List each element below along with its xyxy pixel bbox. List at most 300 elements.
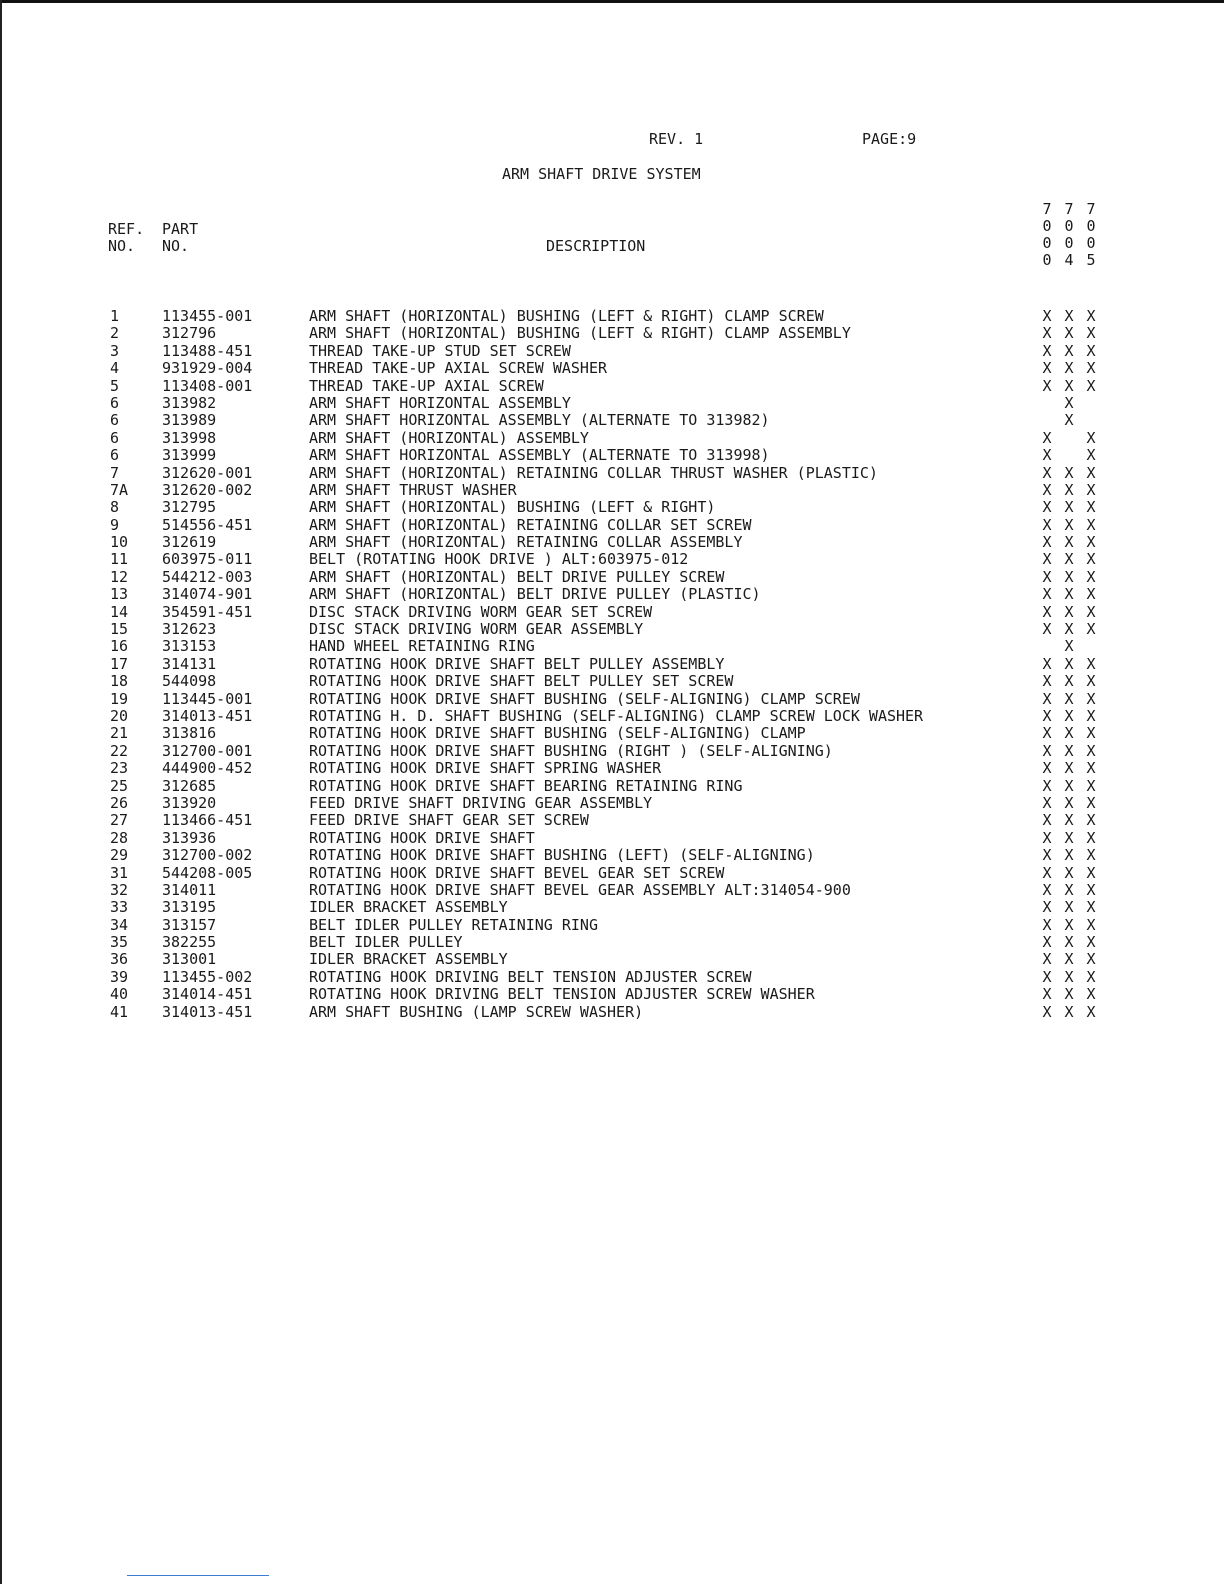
model-applicability-mark: X xyxy=(1086,811,1096,830)
model-applicability-mark: X xyxy=(1086,498,1096,517)
model-digit: 4 xyxy=(1064,251,1074,269)
part-description: DISC STACK DRIVING WORM GEAR ASSEMBLY xyxy=(309,620,644,639)
model-applicability-mark: X xyxy=(1042,376,1052,395)
ref-number: 11 xyxy=(110,550,129,569)
model-digit: 0 xyxy=(1042,217,1052,235)
model-applicability-mark: X xyxy=(1064,898,1074,917)
part-number: 113408-001 xyxy=(162,376,253,395)
ref-number: 10 xyxy=(110,533,129,552)
model-applicability-mark: X xyxy=(1042,550,1052,569)
model-applicability-mark: X xyxy=(1042,1002,1052,1021)
part-description: ARM SHAFT (HORIZONTAL) BUSHING (LEFT & RIGHT) CLAMP SCREW xyxy=(309,307,824,325)
model-applicability-mark: X xyxy=(1042,602,1052,621)
table-row xyxy=(0,778,1224,795)
column-header-ref-no xyxy=(108,221,144,255)
part-description: ROTATING HOOK DRIVE SHAFT BUSHING (LEFT) (SELF-ALIGNING) xyxy=(309,846,815,865)
part-number: 544208-005 xyxy=(162,863,253,882)
part-description: ROTATING HOOK DRIVE SHAFT BUSHING (SELF-ALIGNING) CLAMP SCREW xyxy=(309,689,860,708)
model-applicability-mark: X xyxy=(1086,863,1096,882)
model-applicability-mark: X xyxy=(1064,480,1074,499)
model-applicability-mark: X xyxy=(1086,602,1096,621)
part-number: 544212-003 xyxy=(162,567,253,586)
model-applicability-mark: X xyxy=(1086,550,1096,569)
model-applicability-mark: X xyxy=(1064,776,1074,795)
part-header-line2: NO. xyxy=(162,237,190,255)
table-row xyxy=(0,830,1224,847)
model-applicability-mark: X xyxy=(1086,341,1096,360)
ref-number: 22 xyxy=(110,741,129,760)
ref-number: 14 xyxy=(110,602,129,621)
table-row xyxy=(0,517,1224,534)
part-description: ARM SHAFT (HORIZONTAL) RETAINING COLLAR ASSEMBLY xyxy=(309,533,743,552)
model-applicability-mark: X xyxy=(1086,706,1096,725)
part-description: ARM SHAFT BUSHING (LAMP SCREW WASHER) xyxy=(309,1002,644,1021)
model-applicability-mark: X xyxy=(1042,776,1052,795)
part-description: ARM SHAFT (HORIZONTAL) BUSHING (LEFT & RIGHT) xyxy=(309,498,716,517)
model-applicability-mark: X xyxy=(1042,915,1052,934)
model-applicability-mark: X xyxy=(1042,498,1052,517)
part-number: 313153 xyxy=(162,637,217,656)
part-number: 314013-451 xyxy=(162,706,253,725)
part-number: 313989 xyxy=(162,411,217,430)
part-description: ROTATING HOOK DRIVE SHAFT BEVEL GEAR ASSEMBLY ALT:314054-900 xyxy=(309,880,851,899)
model-applicability-mark: X xyxy=(1042,620,1052,639)
part-description: DISC STACK DRIVING WORM GEAR SET SCREW xyxy=(309,602,653,621)
model-applicability-mark: X xyxy=(1042,428,1052,447)
model-applicability-mark: X xyxy=(1064,985,1074,1004)
part-number: 113455-001 xyxy=(162,307,253,325)
ref-number: 33 xyxy=(110,898,129,917)
model-applicability-mark: X xyxy=(1064,706,1074,725)
model-applicability-mark: X xyxy=(1086,654,1096,673)
part-description: ROTATING HOOK DRIVING BELT TENSION ADJUSTER SCREW xyxy=(309,967,752,986)
model-column-header xyxy=(1062,201,1076,269)
model-applicability-mark: X xyxy=(1042,689,1052,708)
part-number: 314131 xyxy=(162,654,217,673)
model-applicability-mark: X xyxy=(1042,985,1052,1004)
model-applicability-mark: X xyxy=(1086,967,1096,986)
table-row xyxy=(0,360,1224,377)
table-row xyxy=(0,708,1224,725)
model-applicability-mark: X xyxy=(1086,724,1096,743)
model-applicability-mark: X xyxy=(1064,411,1074,430)
part-description: IDLER BRACKET ASSEMBLY xyxy=(309,898,508,917)
table-row xyxy=(0,795,1224,812)
model-digit: 5 xyxy=(1086,251,1096,269)
model-applicability-mark: X xyxy=(1042,480,1052,499)
model-applicability-mark: X xyxy=(1042,846,1052,865)
ref-number: 16 xyxy=(110,637,129,656)
part-description: HAND WHEEL RETAINING RING xyxy=(309,637,535,656)
part-description: ARM SHAFT HORIZONTAL ASSEMBLY (ALTERNATE TO 313982) xyxy=(309,411,770,430)
part-description: FEED DRIVE SHAFT GEAR SET SCREW xyxy=(309,811,589,830)
part-number: 113466-451 xyxy=(162,811,253,830)
part-description: THREAD TAKE-UP AXIAL SCREW WASHER xyxy=(309,359,608,378)
model-applicability-mark: X xyxy=(1064,359,1074,378)
table-row xyxy=(0,586,1224,603)
model-applicability-mark: X xyxy=(1042,307,1052,325)
table-row xyxy=(0,638,1224,655)
model-applicability-mark: X xyxy=(1064,950,1074,969)
ref-number: 34 xyxy=(110,915,129,934)
ref-number: 1 xyxy=(110,307,120,325)
model-applicability-mark: X xyxy=(1064,341,1074,360)
part-header-line1: PART xyxy=(162,220,199,238)
table-row xyxy=(0,551,1224,568)
part-description: ARM SHAFT HORIZONTAL ASSEMBLY (ALTERNATE TO 313998) xyxy=(309,446,770,465)
model-applicability-mark: X xyxy=(1086,846,1096,865)
model-applicability-mark: X xyxy=(1086,359,1096,378)
part-number: 314074-901 xyxy=(162,585,253,604)
model-applicability-mark: X xyxy=(1042,533,1052,552)
table-row xyxy=(0,308,1224,325)
model-applicability-mark: X xyxy=(1042,950,1052,969)
part-number: 312623 xyxy=(162,620,217,639)
table-row xyxy=(0,812,1224,829)
model-applicability-mark: X xyxy=(1042,759,1052,778)
part-description: FEED DRIVE SHAFT DRIVING GEAR ASSEMBLY xyxy=(309,793,653,812)
column-header-part-no xyxy=(162,221,198,255)
table-row xyxy=(0,951,1224,968)
part-number: 312796 xyxy=(162,324,217,343)
part-description: ROTATING HOOK DRIVE SHAFT BELT PULLEY SET SCREW xyxy=(309,672,734,691)
ref-number: 12 xyxy=(110,567,129,586)
model-applicability-mark: X xyxy=(1064,672,1074,691)
table-row xyxy=(0,447,1224,464)
ref-number: 26 xyxy=(110,793,129,812)
part-description: ARM SHAFT (HORIZONTAL) ASSEMBLY xyxy=(309,428,589,447)
model-applicability-mark: X xyxy=(1042,724,1052,743)
model-applicability-mark: X xyxy=(1042,341,1052,360)
model-applicability-mark: X xyxy=(1042,793,1052,812)
model-applicability-mark: X xyxy=(1042,446,1052,465)
model-applicability-mark: X xyxy=(1042,863,1052,882)
part-description: THREAD TAKE-UP STUD SET SCREW xyxy=(309,341,571,360)
model-applicability-mark: X xyxy=(1086,428,1096,447)
part-number: 313816 xyxy=(162,724,217,743)
ref-number: 31 xyxy=(110,863,129,882)
part-number: 544098 xyxy=(162,672,217,691)
part-description: ARM SHAFT (HORIZONTAL) BELT DRIVE PULLEY SCREW xyxy=(309,567,725,586)
table-row xyxy=(0,656,1224,673)
model-applicability-mark: X xyxy=(1086,533,1096,552)
table-row xyxy=(0,969,1224,986)
model-applicability-mark: X xyxy=(1042,567,1052,586)
ref-number: 23 xyxy=(110,759,129,778)
part-number: 314014-451 xyxy=(162,985,253,1004)
table-row xyxy=(0,430,1224,447)
part-number: 113488-451 xyxy=(162,341,253,360)
model-applicability-mark: X xyxy=(1042,359,1052,378)
page-number: PAGE:9 xyxy=(862,130,917,148)
ref-number: 2 xyxy=(110,324,120,343)
table-row xyxy=(0,499,1224,516)
ref-number: 6 xyxy=(110,393,120,412)
model-applicability-mark: X xyxy=(1064,863,1074,882)
model-applicability-mark: X xyxy=(1086,585,1096,604)
model-applicability-mark: X xyxy=(1086,741,1096,760)
part-description: ARM SHAFT HORIZONTAL ASSEMBLY xyxy=(309,393,571,412)
table-row xyxy=(0,673,1224,690)
model-applicability-mark: X xyxy=(1086,950,1096,969)
part-number: 603975-011 xyxy=(162,550,253,569)
model-applicability-mark: X xyxy=(1086,672,1096,691)
ref-number: 8 xyxy=(110,498,120,517)
ref-number: 7A xyxy=(110,480,129,499)
model-applicability-mark: X xyxy=(1064,637,1074,656)
table-row xyxy=(0,865,1224,882)
model-applicability-mark: X xyxy=(1064,376,1074,395)
model-applicability-mark: X xyxy=(1086,793,1096,812)
part-description: BELT (ROTATING HOOK DRIVE ) ALT:603975-012 xyxy=(309,550,689,569)
table-row xyxy=(0,1004,1224,1021)
part-description: ROTATING HOOK DRIVING BELT TENSION ADJUSTER SCREW WASHER xyxy=(309,985,815,1004)
table-row xyxy=(0,934,1224,951)
model-applicability-mark: X xyxy=(1042,741,1052,760)
ref-header-line2: NO. xyxy=(108,237,136,255)
part-description: ARM SHAFT (HORIZONTAL) BUSHING (LEFT & RIGHT) CLAMP ASSEMBLY xyxy=(309,324,851,343)
table-row xyxy=(0,604,1224,621)
table-row xyxy=(0,465,1224,482)
table-row xyxy=(0,882,1224,899)
table-row xyxy=(0,621,1224,638)
ref-number: 27 xyxy=(110,811,129,830)
model-digit: 0 xyxy=(1064,217,1074,235)
ref-number: 5 xyxy=(110,376,120,395)
part-number: 444900-452 xyxy=(162,759,253,778)
model-applicability-mark: X xyxy=(1064,967,1074,986)
model-applicability-mark: X xyxy=(1086,828,1096,847)
part-number: 313999 xyxy=(162,446,217,465)
model-applicability-mark: X xyxy=(1042,706,1052,725)
ref-number: 21 xyxy=(110,724,129,743)
model-applicability-mark: X xyxy=(1086,515,1096,534)
part-number: 313982 xyxy=(162,393,217,412)
model-applicability-mark: X xyxy=(1086,480,1096,499)
part-description: IDLER BRACKET ASSEMBLY xyxy=(309,950,508,969)
parts-list xyxy=(0,308,1224,1021)
model-applicability-mark: X xyxy=(1064,585,1074,604)
model-applicability-mark: X xyxy=(1042,672,1052,691)
model-digit: 7 xyxy=(1064,200,1074,218)
table-row xyxy=(0,899,1224,916)
ref-number: 25 xyxy=(110,776,129,795)
part-description: ROTATING HOOK DRIVE SHAFT BELT PULLEY ASSEMBLY xyxy=(309,654,725,673)
ref-number: 17 xyxy=(110,654,129,673)
part-description: ROTATING HOOK DRIVE SHAFT SPRING WASHER xyxy=(309,759,662,778)
model-applicability-mark: X xyxy=(1064,846,1074,865)
table-row xyxy=(0,760,1224,777)
ref-number: 28 xyxy=(110,828,129,847)
part-description: ARM SHAFT (HORIZONTAL) RETAINING COLLAR SET SCREW xyxy=(309,515,752,534)
table-row xyxy=(0,378,1224,395)
part-description: ARM SHAFT (HORIZONTAL) RETAINING COLLAR THRUST WASHER (PLASTIC) xyxy=(309,463,878,482)
ref-number: 29 xyxy=(110,846,129,865)
part-description: ROTATING HOOK DRIVE SHAFT xyxy=(309,828,535,847)
model-applicability-mark: X xyxy=(1064,793,1074,812)
model-applicability-mark: X xyxy=(1086,898,1096,917)
model-applicability-mark: X xyxy=(1064,828,1074,847)
model-applicability-mark: X xyxy=(1042,654,1052,673)
model-applicability-mark: X xyxy=(1064,324,1074,343)
part-number: 312619 xyxy=(162,533,217,552)
part-description: BELT IDLER PULLEY RETAINING RING xyxy=(309,915,598,934)
model-applicability-mark: X xyxy=(1042,515,1052,534)
model-applicability-mark: X xyxy=(1086,880,1096,899)
model-applicability-mark: X xyxy=(1086,776,1096,795)
table-row xyxy=(0,534,1224,551)
model-applicability-mark: X xyxy=(1064,567,1074,586)
ref-number: 41 xyxy=(110,1002,129,1021)
part-number: 312685 xyxy=(162,776,217,795)
ref-number: 3 xyxy=(110,341,120,360)
model-applicability-mark: X xyxy=(1064,759,1074,778)
part-number: 931929-004 xyxy=(162,359,253,378)
ref-number: 18 xyxy=(110,672,129,691)
ref-number: 20 xyxy=(110,706,129,725)
model-applicability-mark: X xyxy=(1064,1002,1074,1021)
table-row xyxy=(0,395,1224,412)
part-description: BELT IDLER PULLEY xyxy=(309,933,463,952)
part-number: 313195 xyxy=(162,898,217,917)
part-description: ARM SHAFT (HORIZONTAL) BELT DRIVE PULLEY (PLASTIC) xyxy=(309,585,761,604)
table-row xyxy=(0,343,1224,360)
model-applicability-mark: X xyxy=(1086,689,1096,708)
ref-number: 6 xyxy=(110,411,120,430)
part-number: 382255 xyxy=(162,933,217,952)
table-row xyxy=(0,691,1224,708)
revision-label: REV. 1 xyxy=(649,130,704,148)
column-header-description: DESCRIPTION xyxy=(546,237,646,255)
model-applicability-mark: X xyxy=(1064,498,1074,517)
ref-number: 35 xyxy=(110,933,129,952)
table-row xyxy=(0,847,1224,864)
part-description: ROTATING HOOK DRIVE SHAFT BUSHING (SELF-ALIGNING) CLAMP xyxy=(309,724,806,743)
table-row xyxy=(0,412,1224,429)
model-applicability-mark: X xyxy=(1064,550,1074,569)
part-number: 313936 xyxy=(162,828,217,847)
model-applicability-mark: X xyxy=(1042,880,1052,899)
part-description: THREAD TAKE-UP AXIAL SCREW xyxy=(309,376,544,395)
table-row xyxy=(0,743,1224,760)
model-applicability-mark: X xyxy=(1064,654,1074,673)
model-applicability-mark: X xyxy=(1086,985,1096,1004)
model-applicability-mark: X xyxy=(1086,759,1096,778)
model-applicability-mark: X xyxy=(1086,463,1096,482)
ref-number: 15 xyxy=(110,620,129,639)
model-digit: 7 xyxy=(1086,200,1096,218)
part-number: 312620-002 xyxy=(162,480,253,499)
scan-border-top xyxy=(0,0,1224,3)
table-row xyxy=(0,569,1224,586)
model-applicability-mark: X xyxy=(1064,307,1074,325)
model-applicability-mark: X xyxy=(1064,533,1074,552)
part-description: ROTATING HOOK DRIVE SHAFT BEARING RETAINING RING xyxy=(309,776,743,795)
part-number: 313001 xyxy=(162,950,217,969)
model-applicability-mark: X xyxy=(1086,1002,1096,1021)
model-applicability-mark: X xyxy=(1042,967,1052,986)
scan-artifact-line xyxy=(127,1575,269,1576)
ref-number: 6 xyxy=(110,428,120,447)
model-digit: 0 xyxy=(1042,234,1052,252)
part-number: 312700-002 xyxy=(162,846,253,865)
model-applicability-mark: X xyxy=(1086,567,1096,586)
ref-number: 6 xyxy=(110,446,120,465)
table-row xyxy=(0,986,1224,1003)
model-applicability-mark: X xyxy=(1042,898,1052,917)
model-applicability-mark: X xyxy=(1086,620,1096,639)
ref-header-line1: REF. xyxy=(108,220,145,238)
model-applicability-mark: X xyxy=(1064,515,1074,534)
part-number: 313998 xyxy=(162,428,217,447)
table-row xyxy=(0,482,1224,499)
ref-number: 32 xyxy=(110,880,129,899)
part-number: 312795 xyxy=(162,498,217,517)
ref-number: 7 xyxy=(110,463,120,482)
part-number: 113445-001 xyxy=(162,689,253,708)
ref-number: 40 xyxy=(110,985,129,1004)
ref-number: 4 xyxy=(110,359,120,378)
part-description: ROTATING HOOK DRIVE SHAFT BUSHING (RIGHT ) (SELF-ALIGNING) xyxy=(309,741,833,760)
part-number: 314013-451 xyxy=(162,1002,253,1021)
model-applicability-mark: X xyxy=(1064,933,1074,952)
model-digit: 0 xyxy=(1086,217,1096,235)
part-number: 314011 xyxy=(162,880,217,899)
model-applicability-mark: X xyxy=(1064,915,1074,934)
model-applicability-mark: X xyxy=(1042,585,1052,604)
model-digit: 0 xyxy=(1042,251,1052,269)
ref-number: 9 xyxy=(110,515,120,534)
ref-number: 13 xyxy=(110,585,129,604)
model-applicability-mark: X xyxy=(1042,811,1052,830)
model-digit: 0 xyxy=(1064,234,1074,252)
table-row xyxy=(0,325,1224,342)
model-applicability-mark: X xyxy=(1064,880,1074,899)
ref-number: 36 xyxy=(110,950,129,969)
table-row xyxy=(0,917,1224,934)
part-number: 312700-001 xyxy=(162,741,253,760)
model-applicability-mark: X xyxy=(1064,393,1074,412)
model-applicability-mark: X xyxy=(1042,324,1052,343)
part-number: 354591-451 xyxy=(162,602,253,621)
model-digit: 7 xyxy=(1042,200,1052,218)
model-applicability-mark: X xyxy=(1086,915,1096,934)
model-applicability-mark: X xyxy=(1064,724,1074,743)
part-number: 313920 xyxy=(162,793,217,812)
model-applicability-mark: X xyxy=(1064,463,1074,482)
part-number: 113455-002 xyxy=(162,967,253,986)
model-applicability-mark: X xyxy=(1064,689,1074,708)
ref-number: 19 xyxy=(110,689,129,708)
model-applicability-mark: X xyxy=(1064,602,1074,621)
part-description: ARM SHAFT THRUST WASHER xyxy=(309,480,517,499)
part-number: 312620-001 xyxy=(162,463,253,482)
model-applicability-mark: X xyxy=(1086,933,1096,952)
part-description: ROTATING HOOK DRIVE SHAFT BEVEL GEAR SET SCREW xyxy=(309,863,725,882)
model-applicability-mark: X xyxy=(1042,828,1052,847)
model-applicability-mark: X xyxy=(1064,741,1074,760)
part-number: 313157 xyxy=(162,915,217,934)
model-applicability-mark: X xyxy=(1086,376,1096,395)
model-applicability-mark: X xyxy=(1086,307,1096,325)
model-applicability-mark: X xyxy=(1086,446,1096,465)
model-applicability-mark: X xyxy=(1042,463,1052,482)
model-digit: 0 xyxy=(1086,234,1096,252)
model-applicability-mark: X xyxy=(1042,933,1052,952)
model-applicability-mark: X xyxy=(1086,324,1096,343)
model-applicability-mark: X xyxy=(1064,620,1074,639)
model-applicability-mark: X xyxy=(1064,811,1074,830)
